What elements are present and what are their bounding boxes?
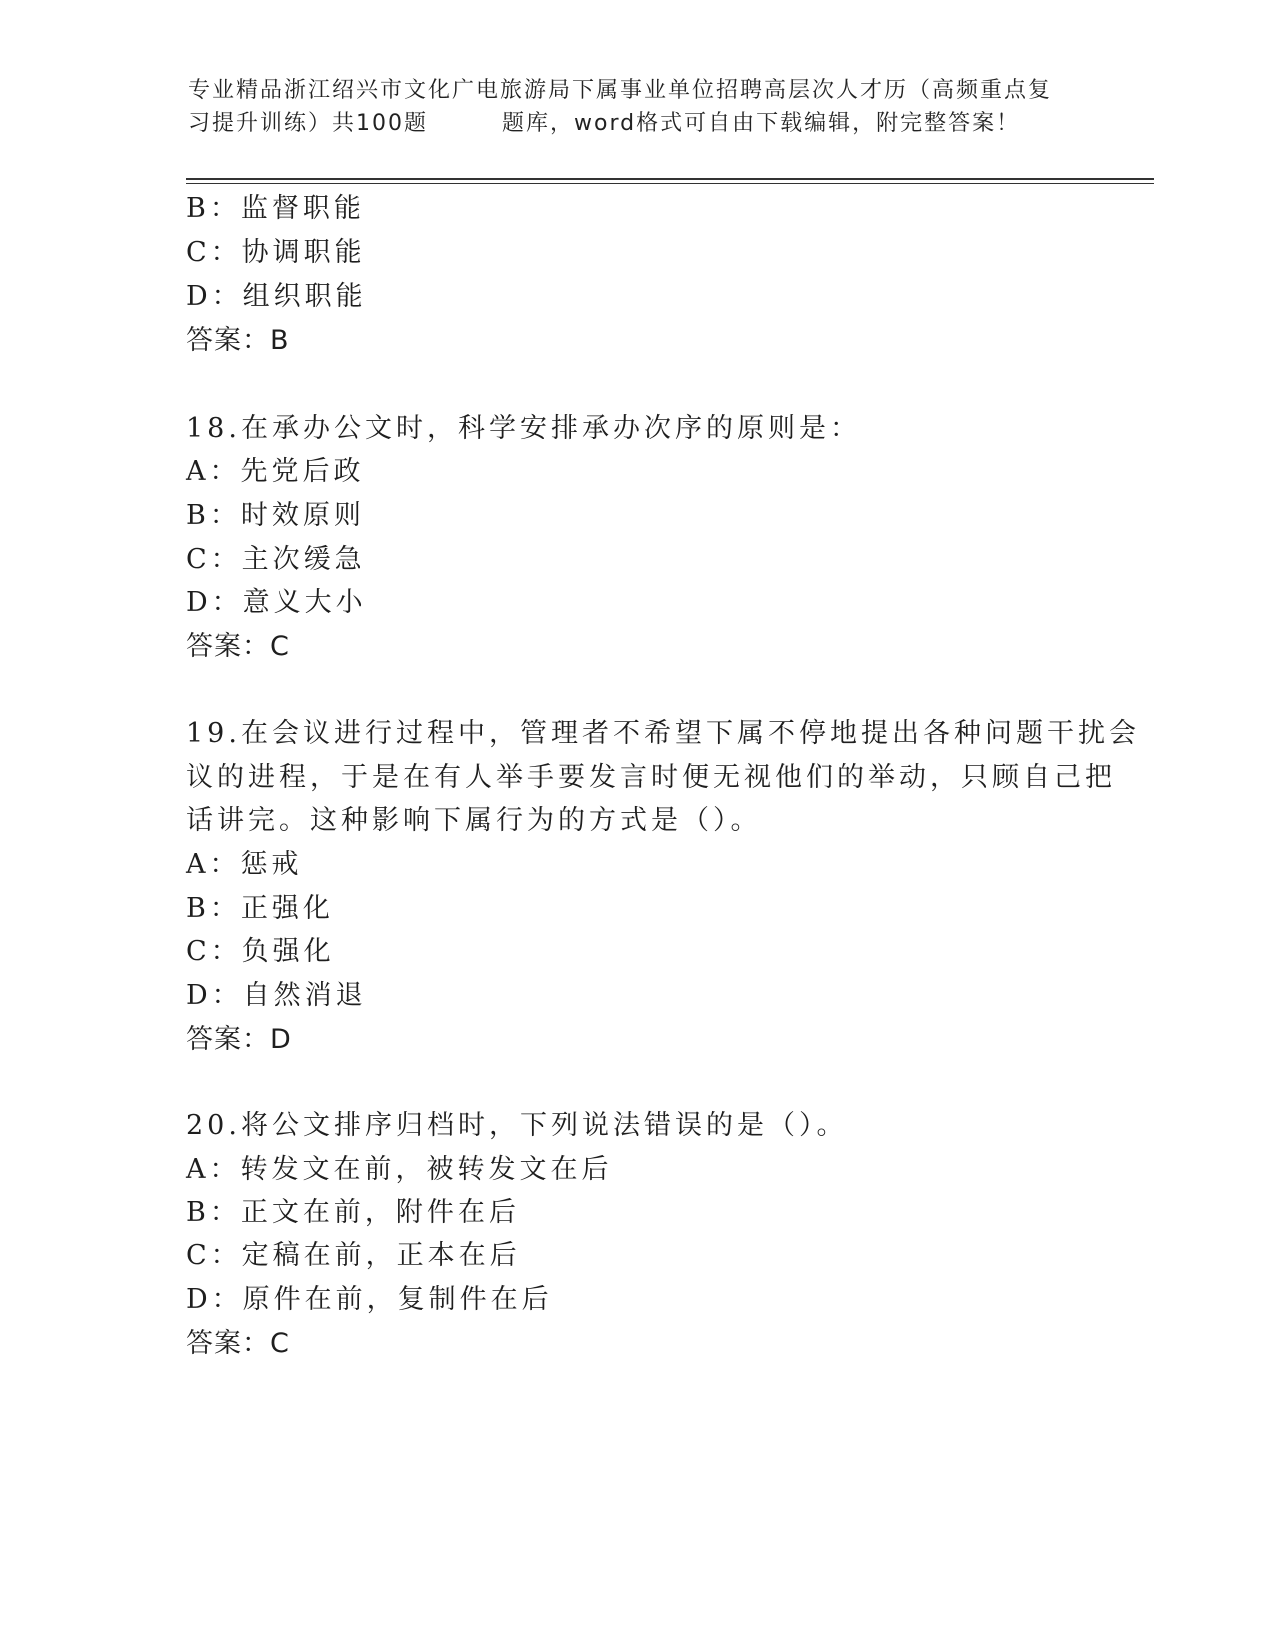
header-title-line-2 — [188, 107, 1088, 140]
q20-answer: 答案：C — [186, 1328, 290, 1359]
header-title-part-a: 习提升训练）共100题 — [188, 111, 428, 136]
q18-option-a: A：先党后政 — [186, 456, 365, 487]
q18-option-d: D：意义大小 — [186, 587, 367, 618]
q17-option-c: C：协调职能 — [186, 237, 366, 268]
q19-stem-line-3: 话讲完。这种影响下属行为的方式是（）。 — [186, 805, 762, 836]
q20-option-c: C：定稿在前，正本在后 — [186, 1240, 521, 1271]
header-divider-thin — [186, 183, 1154, 184]
q19-stem-line-2: 议的进程，于是在有人举手要发言时便无视他们的举动，只顾自己把 — [186, 762, 1116, 793]
q20-option-a: A：转发文在前，被转发文在后 — [186, 1154, 613, 1185]
q18-option-b: B：时效原则 — [186, 500, 365, 531]
header-divider-thick — [186, 178, 1154, 180]
header-title-line-1: 专业精品浙江绍兴市文化广电旅游局下属事业单位招聘高层次人才历（高频重点复 — [188, 78, 1053, 103]
q19-answer: 答案：D — [186, 1024, 292, 1055]
document-header — [188, 74, 1088, 140]
q18-answer: 答案：C — [186, 631, 290, 662]
q19-option-a: A：惩戒 — [186, 849, 303, 880]
q19-option-c: C：负强化 — [186, 936, 335, 967]
header-title-part-b: 题库，word格式可自由下载编辑，附完整答案！ — [502, 111, 1021, 136]
q20-option-b: B：正文在前，附件在后 — [186, 1197, 520, 1228]
q17-option-b: B：监督职能 — [186, 193, 365, 224]
q20-option-d: D：原件在前，复制件在后 — [186, 1284, 553, 1315]
q19-stem-line-1: 19.在会议进行过程中，管理者不希望下属不停地提出各种问题干扰会 — [186, 718, 1140, 749]
q18-option-c: C：主次缓急 — [186, 544, 366, 575]
q20-stem: 20.将公文排序归档时，下列说法错误的是（）。 — [186, 1110, 848, 1141]
q19-option-b: B：正强化 — [186, 893, 334, 924]
q18-stem: 18.在承办公文时，科学安排承办次序的原则是： — [186, 413, 861, 444]
q17-answer: 答案：B — [186, 325, 290, 356]
q19-option-d: D：自然消退 — [186, 980, 367, 1011]
q17-option-d: D：组织职能 — [186, 281, 367, 312]
